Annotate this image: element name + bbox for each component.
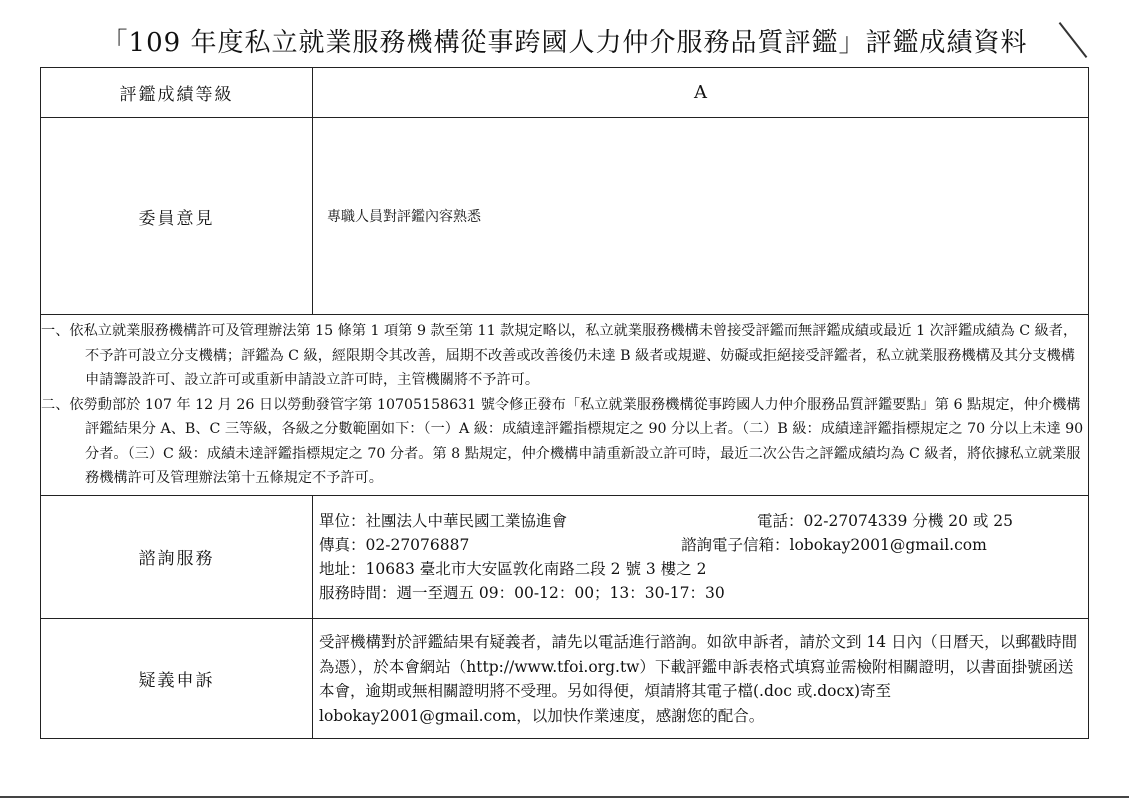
contact-phone: 電話：02-27074339 分機 20 或 25 xyxy=(757,511,1014,530)
contact-hours: 服務時間：週一至週五 09：00-12：00；13：30-17：30 xyxy=(319,583,725,602)
page-bottom-rule xyxy=(0,796,1129,798)
contact-email: 諮詢電子信箱：lobokay2001@gmail.com xyxy=(681,535,987,554)
note-item: 二、依勞動部於 107 年 12 月 26 日以勞動發管字第 10705158631 號令修正發布「私立就業服務機構從事跨國人力仲介服務品質評鑑要點」第 6 點規定，仲介機構評鑑結果分 A、B、C 三等級，各級之分數範圍如下：（一）A 級：成績達評鑑指標規定之 90 分以上者。（二）B 級：成績達評鑑指標規定之 70 分以上未達 90 分者。（三）C 級：成績未達評鑑指標規定之 70 分者。第 8 點規定，仲介機構申請重新設立許可時，最近二次公告之評鑑成績均為 C 級者，將依據私立就業服務機構許可及管理辦法第十五條規定不予許可。 xyxy=(41,396,1084,486)
opinion-label: 委員意見 xyxy=(41,118,313,315)
note-item: 一、依私立就業服務機構許可及管理辦法第 15 條第 1 項第 9 款至第 11 款規定略以，私立就業服務機構未曾接受評鑑而無評鑑成績或最近 1 次評鑑成績為 C 級者，不予許可設立分支機構；評鑑為 C 級，經限期令其改善，屆期不改善或改善後仍未達 B 級者或規避、妨礙或拒絕接受評鑑者，私立就業服務機構及其分支機構申請籌設許可、設立許可或重新申請設立許可時，主管機關將不予許可。 xyxy=(41,323,1078,388)
notes-row xyxy=(41,315,1089,496)
contact-row xyxy=(41,495,1089,618)
contact-unit: 單位：社團法人中華民國工業協進會 xyxy=(319,511,568,530)
grade-label: 評鑑成績等級 xyxy=(41,68,313,118)
grade-row xyxy=(41,68,1089,118)
evaluation-table xyxy=(40,67,1089,739)
opinion-value: 專職人員對評鑑內容熟悉 xyxy=(313,118,1089,315)
document-title: 「109 年度私立就業服務機構從事跨國人力仲介服務品質評鑑」評鑑成績資料 xyxy=(101,28,1028,58)
contact-fax: 傳真：02-27076887 xyxy=(319,535,470,554)
grade-value: A xyxy=(313,68,1089,118)
appeal-row xyxy=(41,618,1089,738)
opinion-row xyxy=(41,118,1089,315)
contact-label: 諮詢服務 xyxy=(41,495,313,618)
contact-details xyxy=(313,495,1089,618)
appeal-text: 受評機構對於評鑑結果有疑義者，請先以電話進行諮詢。如欲申訴者，請於文到 14 日內（日曆天，以郵戳時間為憑），於本會網站（http://www.tfoi.org.tw）下載評鑑申訴表格式填寫並需檢附相關證明，以書面掛號函送本會，逾期或無相關證明將不受理。另如得便，煩請將其電子檔(.doc 或.docx)寄至 lobokay2001@gmail.com，以加快作業速度，感謝您的配合。 xyxy=(313,618,1089,738)
notes-cell xyxy=(41,315,1089,496)
contact-address: 地址：10683 臺北市大安區敦化南路二段 2 號 3 樓之 2 xyxy=(319,559,707,578)
appeal-label: 疑義申訴 xyxy=(41,618,313,738)
